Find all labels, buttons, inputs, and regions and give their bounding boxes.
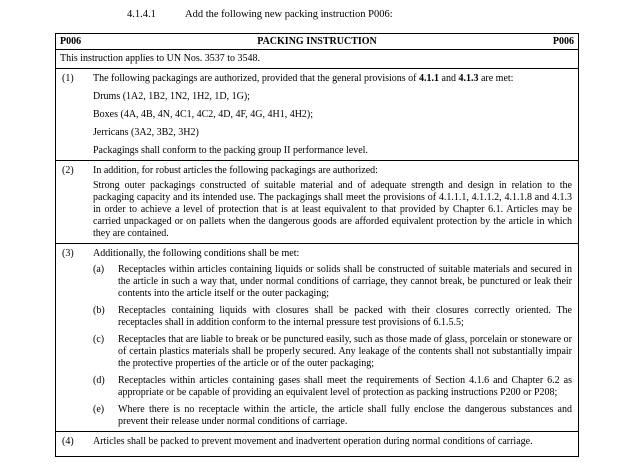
item-2-intro: In addition, for robust articles the following packagings are authorized: [93,165,378,176]
boxes-line: Boxes (4A, 4B, 4N, 4C1, 4C2, 4D, 4F, 4G, 4H1, 4H2); [93,109,314,120]
instruction-title: PACKING INSTRUCTION [257,36,377,47]
jerricans-line: Jerricans (3A2, 3B2, 3H2) [93,127,199,138]
item-number: (2) [62,165,74,176]
item-1 [56,69,578,161]
item-3-intro: Additionally, the following conditions shall be met: [93,248,300,259]
sub-item-text: Receptacles within articles containing liquids or solids shall be constructed of suitable materials and secured in the article in such a way that, under normal conditions of carriage, they cannot break, be punctured or leak their contents into the article itself or the outer packaging; [118,264,572,299]
table-header [56,34,578,50]
performance-line: Packagings shall conform to the packing group II performance level. [93,145,368,156]
sub-item-label: (b) [93,305,105,316]
item-2 [56,161,578,244]
sub-item-label: (a) [93,264,105,275]
sub-item-text: Receptacles containing liquids with closures shall be packed with their closures correctly oriented. The receptacles shall in addition conform to the internal pressure test provisions of 6.1.5.5; [118,305,572,328]
section-number: 4.1.4.1 [127,9,156,20]
item-number: (1) [62,73,74,84]
sub-item-label: (e) [93,404,105,415]
applies-row: This instruction applies to UN Nos. 3537 to 3548. [56,50,578,69]
sub-item-d [93,375,572,399]
instruction-code-left: P006 [60,36,82,47]
item-4 [56,432,578,451]
sub-item-text: Where there is no receptacle within the article, the article shall fully enclose the dangerous substances and prevent their release under normal conditions of carriage. [118,404,572,427]
item-2-text: Strong outer packagings constructed of suitable material and of adequate strength and design in relation to the packaging capacity and its intended use. The packagings shall meet the provisions of 4.1.1.1, 4.1.1.2, 4.1.1.8 and 4.1.3 in order to achieve a level of protection that is at least equivalent to that provided by Chapter 6.1. Articles may be carried unpackaged or on pallets when the dangerous goods are afforded equivalent protection by the article in which they are contained. [93,180,572,239]
sub-item-text: Receptacles within articles containing gases shall meet the requirements of Section 4.1.6 and Chapter 6.2 as appropriate or be capable of providing an equivalent level of protection as packing instructions P200 or P208; [118,375,572,398]
sub-item-text: Receptacles that are liable to break or be punctured easily, such as those made of glass, porcelain or stoneware or of certain plastics materials shall be properly secured. Any leakage of the contents shall not substantially impair the protective properties of the article or of the outer packaging; [118,334,572,369]
sub-item-label: (c) [93,334,105,345]
sub-item-a [93,264,572,300]
item-3 [56,244,578,432]
item-number: (3) [62,248,74,259]
item-1-intro: The following packagings are authorized, provided that the general provisions of 4.1.1 and 4.1.3 are met: [93,73,514,84]
sub-item-e [93,404,572,428]
item-4-text: Articles shall be packed to prevent movement and inadvertent operation during normal conditions of carriage. [93,436,533,447]
item-number: (4) [62,436,74,447]
section-heading-text: Add the following new packing instruction P006: [185,9,393,20]
sub-item-b [93,305,572,329]
sub-item-c [93,334,572,370]
sub-item-label: (d) [93,375,105,386]
packing-instruction-table [55,33,579,457]
drums-line: Drums (1A2, 1B2, 1N2, 1H2, 1D, 1G); [93,91,250,102]
section-heading [127,9,393,21]
instruction-code-right: P006 [552,36,574,47]
